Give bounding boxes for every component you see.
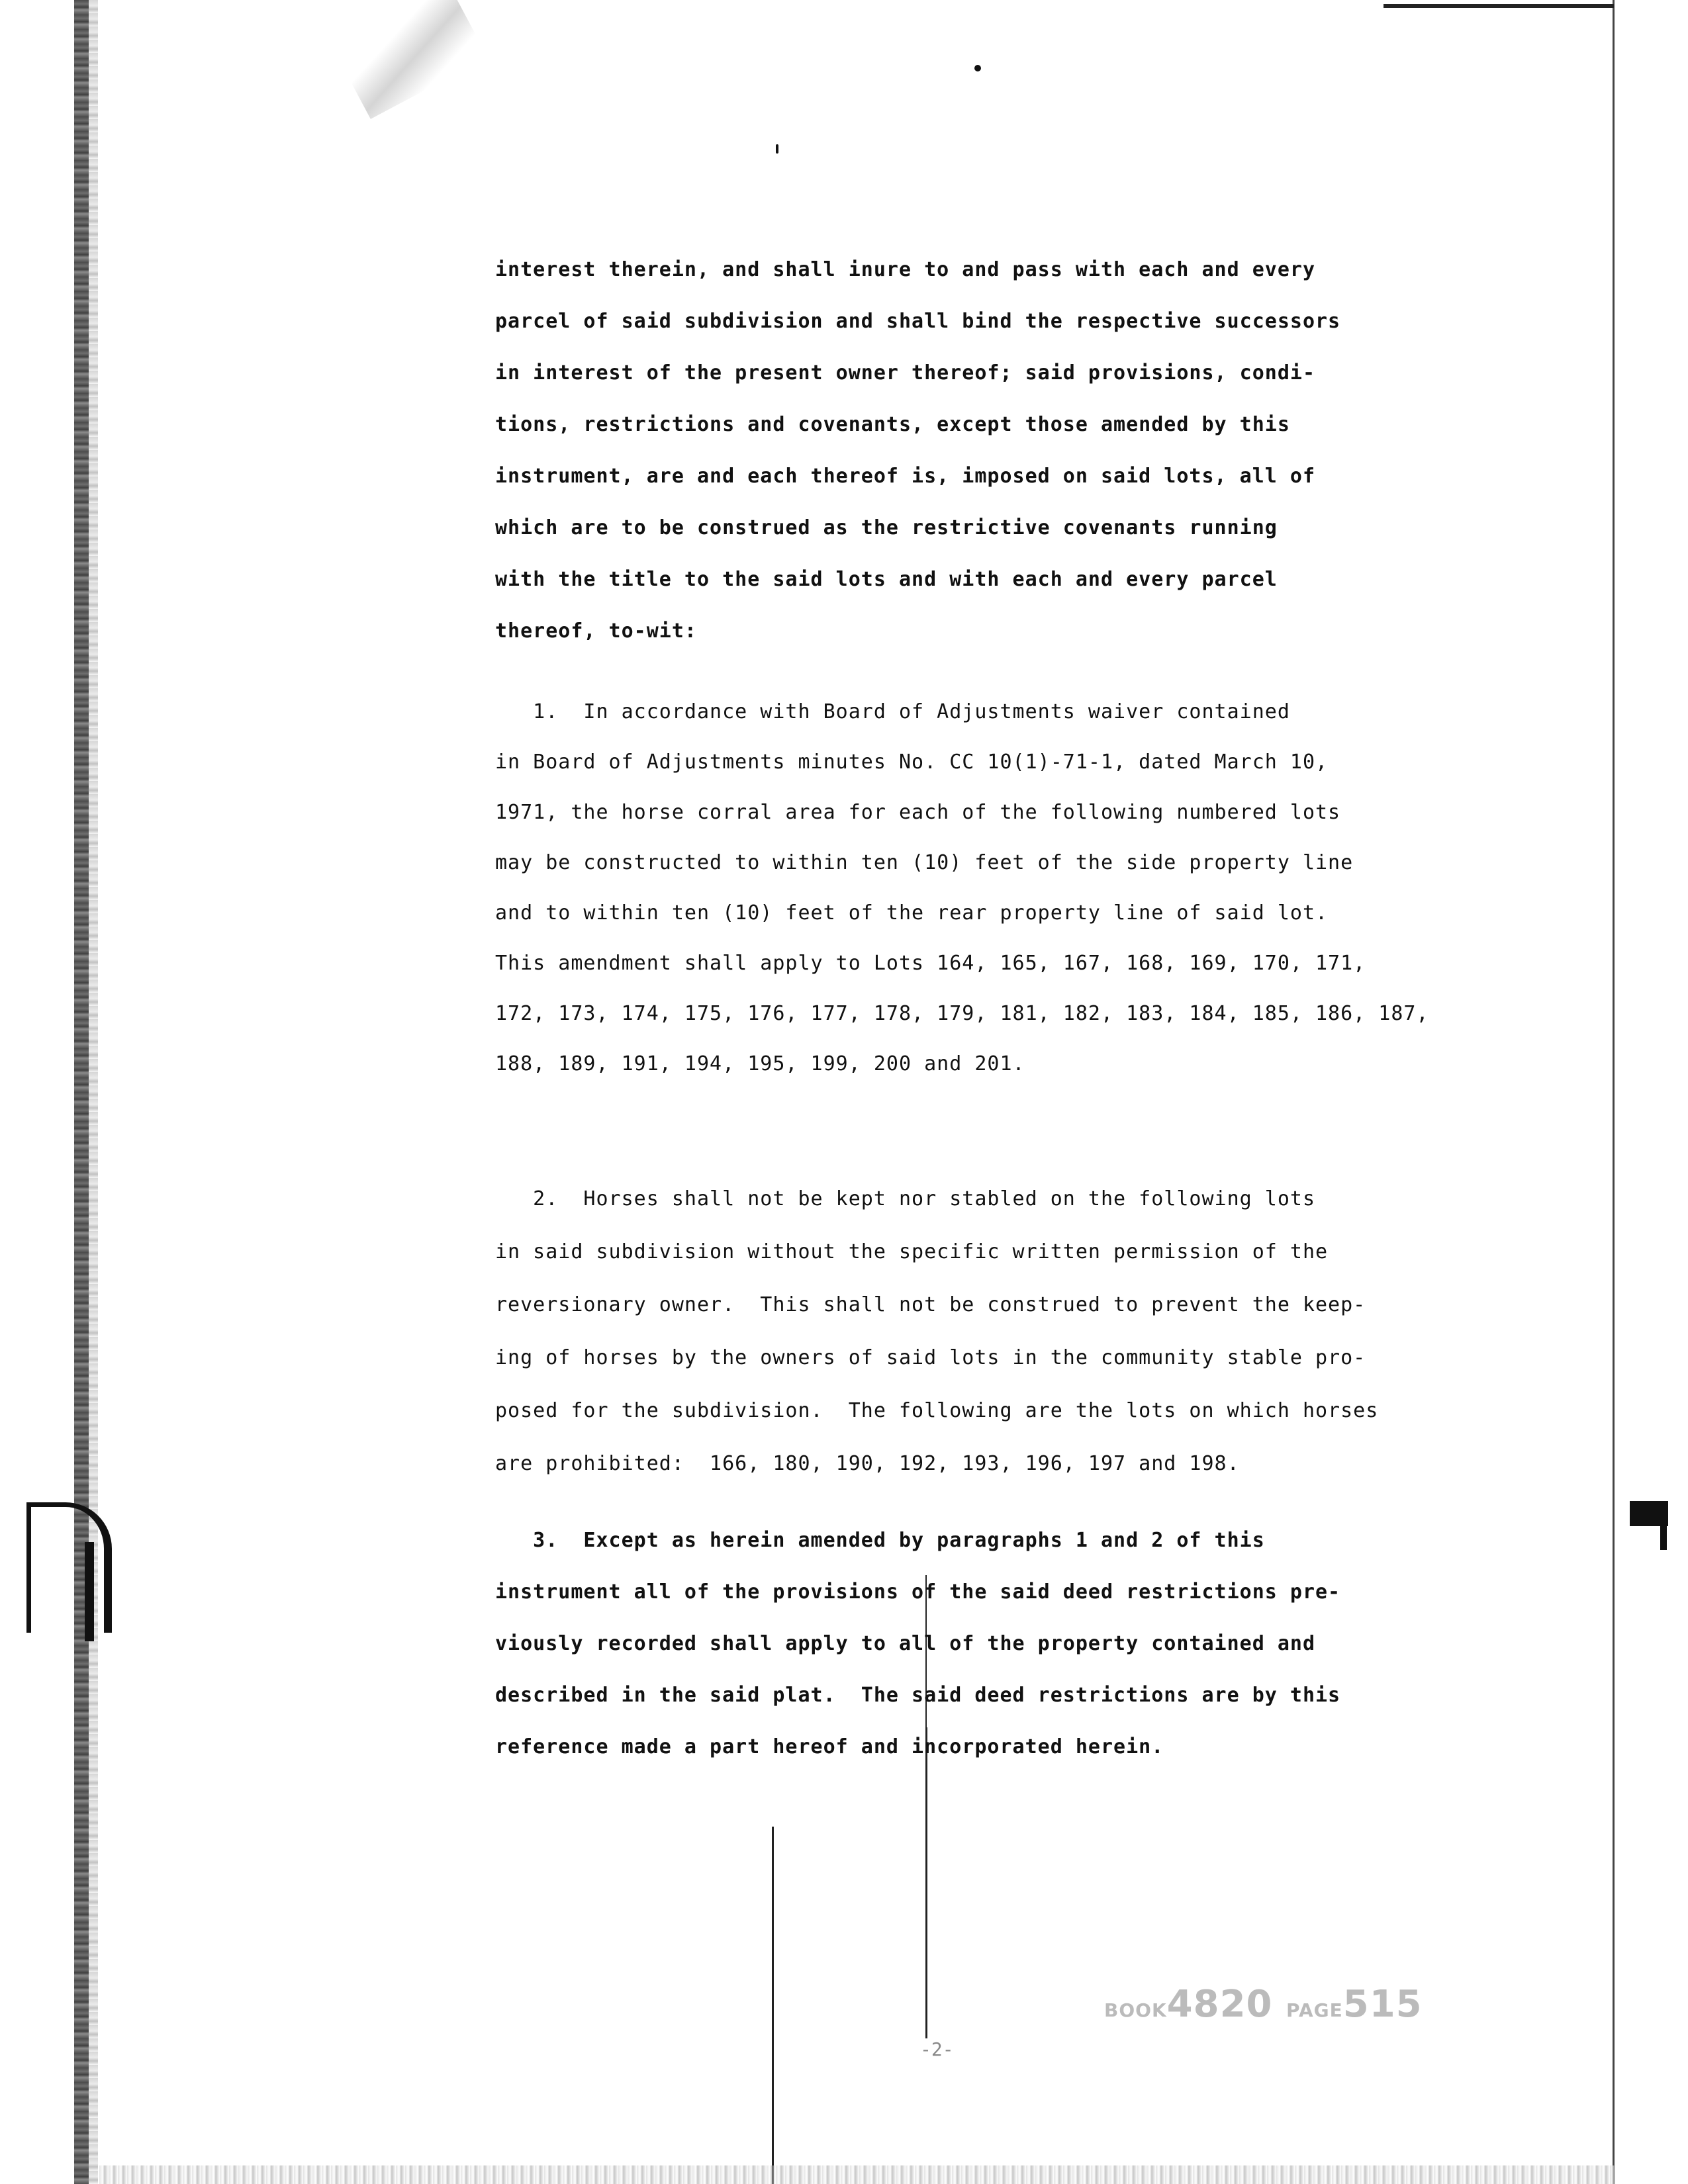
fold-line [772,1827,774,2184]
scan-dot [974,65,981,71]
book-number: 4820 [1166,1983,1273,2026]
scan-right-edge [1613,0,1615,2184]
text-line: in said subdivision without the specific written permission of the [495,1240,1329,1263]
book-label: BOOK [1104,1999,1167,2021]
fold-line [925,1727,927,2038]
scan-smudge [334,0,488,119]
text-line: and to within ten (10) feet of the rear property line of said lot. [495,901,1329,925]
text-line: This amendment shall apply to Lots 164, 165, 167, 168, 169, 170, 171, [495,952,1366,975]
page-label: PAGE [1286,1999,1343,2021]
paragraph-3 [495,1529,1488,1758]
binder-clip-stem [85,1542,94,1641]
binder-tab-tail [1660,1522,1667,1550]
text-line: tions, restrictions and covenants, except those amended by this [495,413,1290,436]
opening-paragraph [495,258,1488,643]
scan-left-shadow [89,0,98,2184]
text-line: in Board of Adjustments minutes No. CC 10(1)-71-1, dated March 10, [495,751,1329,774]
text-line: ing of horses by the owners of said lots in the community stable pro- [495,1346,1366,1369]
text-line: instrument all of the provisions of the said deed restrictions pre- [495,1580,1341,1604]
text-line: interest therein, and shall inure to and pass with each and every [495,258,1315,281]
recording-stamp [1104,1983,1423,2026]
text-line: 188, 189, 191, 194, 195, 199, 200 and 201. [495,1052,1025,1075]
text-line: viously recorded shall apply to all of the property contained and [495,1632,1315,1655]
binder-clip-mark [26,1502,112,1633]
text-line: 3. Except as herein amended by paragraphs 1 and 2 of this [495,1529,1265,1552]
paragraph-2 [495,1187,1488,1475]
text-line: posed for the subdivision. The following are the lots on which horses [495,1399,1379,1422]
text-line: 1. In accordance with Board of Adjustments waiver contained [495,700,1290,723]
text-line: parcel of said subdivision and shall bind the respective successors [495,310,1341,333]
text-line: are prohibited: 166, 180, 190, 192, 193, 196, 197 and 198. [495,1452,1240,1475]
text-line: may be constructed to within ten (10) feet of the side property line [495,851,1354,874]
text-line: in interest of the present owner thereof; said provisions, condi- [495,361,1315,385]
text-line: with the title to the said lots and with each and every parcel [495,568,1278,591]
text-line: 1971, the horse corral area for each of the following numbered lots [495,801,1341,824]
page-ref: 515 [1342,1983,1423,2026]
scan-left-edge [74,0,89,2184]
scan-top-mark [1383,4,1614,8]
text-line: instrument, are and each thereof is, imposed on said lots, all of [495,465,1315,488]
text-line: reversionary owner. This shall not be construed to prevent the keep- [495,1293,1366,1316]
text-line: thereof, to-wit: [495,619,697,643]
text-line: 172, 173, 174, 175, 176, 177, 178, 179, 181, 182, 183, 184, 185, 186, 187, [495,1002,1429,1025]
paragraph-1 [495,700,1488,1075]
text-line: described in the said plat. The said deed restrictions are by this [495,1684,1341,1707]
scan-bottom-noise [99,2165,1615,2184]
text-line: 2. Horses shall not be kept nor stabled on the following lots [495,1187,1315,1210]
scan-dot [776,144,778,154]
text-line: which are to be construed as the restrictive covenants running [495,516,1278,539]
text-line: reference made a part hereof and incorporated herein. [495,1735,1164,1758]
page-number: -2- [920,2038,954,2060]
